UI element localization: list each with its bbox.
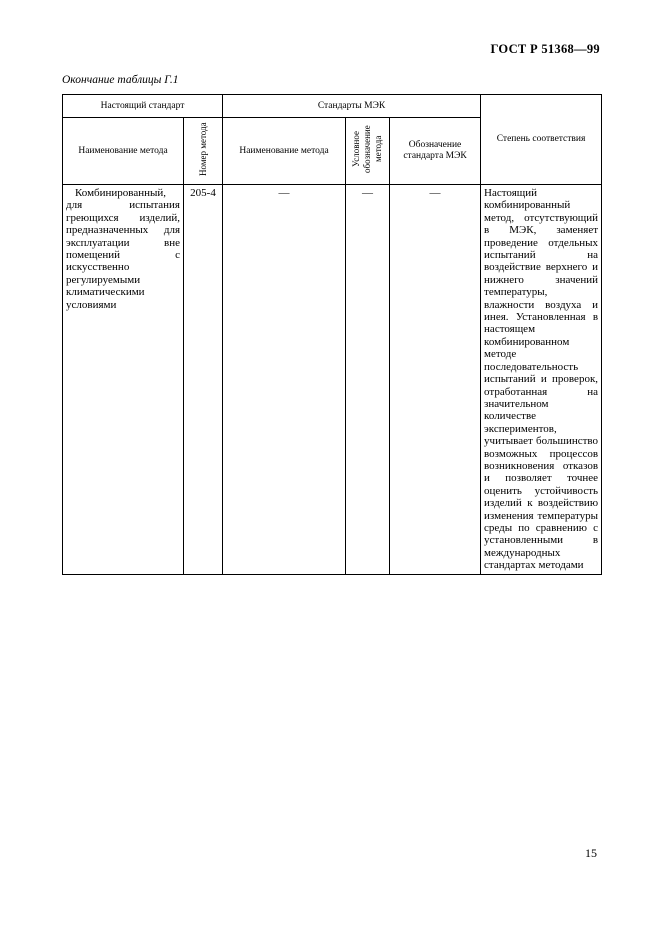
table-row bbox=[63, 185, 602, 575]
table-header-group-row bbox=[63, 95, 602, 118]
header-correspondence-degree: Степень соответствия bbox=[481, 95, 602, 185]
cell-iec-symbol: — bbox=[346, 185, 390, 575]
cell-iec-designation: — bbox=[390, 185, 481, 575]
table-caption: Окончание таблицы Г.1 bbox=[62, 74, 179, 86]
cell-iec-method-name: — bbox=[223, 185, 346, 575]
header-method-number bbox=[184, 118, 223, 185]
header-method-name-current: Наименование метода bbox=[63, 118, 184, 185]
table-g1-continuation bbox=[62, 94, 602, 575]
header-method-symbol-iec-label: Условное обозначение метода bbox=[351, 125, 384, 173]
cell-method-number: 205-4 bbox=[184, 185, 223, 575]
header-group-iec-standards: Стандарты МЭК bbox=[223, 95, 481, 118]
header-method-name-iec: Наименование метода bbox=[223, 118, 346, 185]
page-number: 15 bbox=[585, 846, 597, 860]
header-group-current-standard: Настоящий стандарт bbox=[63, 95, 223, 118]
cell-correspondence: Настоящий комбинированный метод, отсутствующий в МЭК, заменяет проведение отдельных испытаний на воздействие верхнего и нижнего значений температуры, влажности воздуха и инея. Установленная в настоящем комбинированном методе последовательность испытаний и проверок, отработанная на значительном количестве экспериментов, учитывает большинство возможных процессов возникновения отказов и позволяет точнее оценить устойчивость изделий к воздействию изменения температуры среды по сравнению с установленными в международных стандартах методами bbox=[481, 185, 602, 575]
document-code: ГОСТ Р 51368—99 bbox=[490, 42, 600, 56]
header-designation-iec: Обозначение стандарта МЭК bbox=[390, 118, 481, 185]
header-method-number-label: Номер метода bbox=[197, 122, 208, 176]
cell-method-name: Комбинированный, для испытания греющихся изделий, предназначенных для эксплуатации вне помещений с искусственно регулируемыми климатическими условиями bbox=[63, 185, 184, 575]
header-method-symbol-iec bbox=[346, 118, 390, 185]
